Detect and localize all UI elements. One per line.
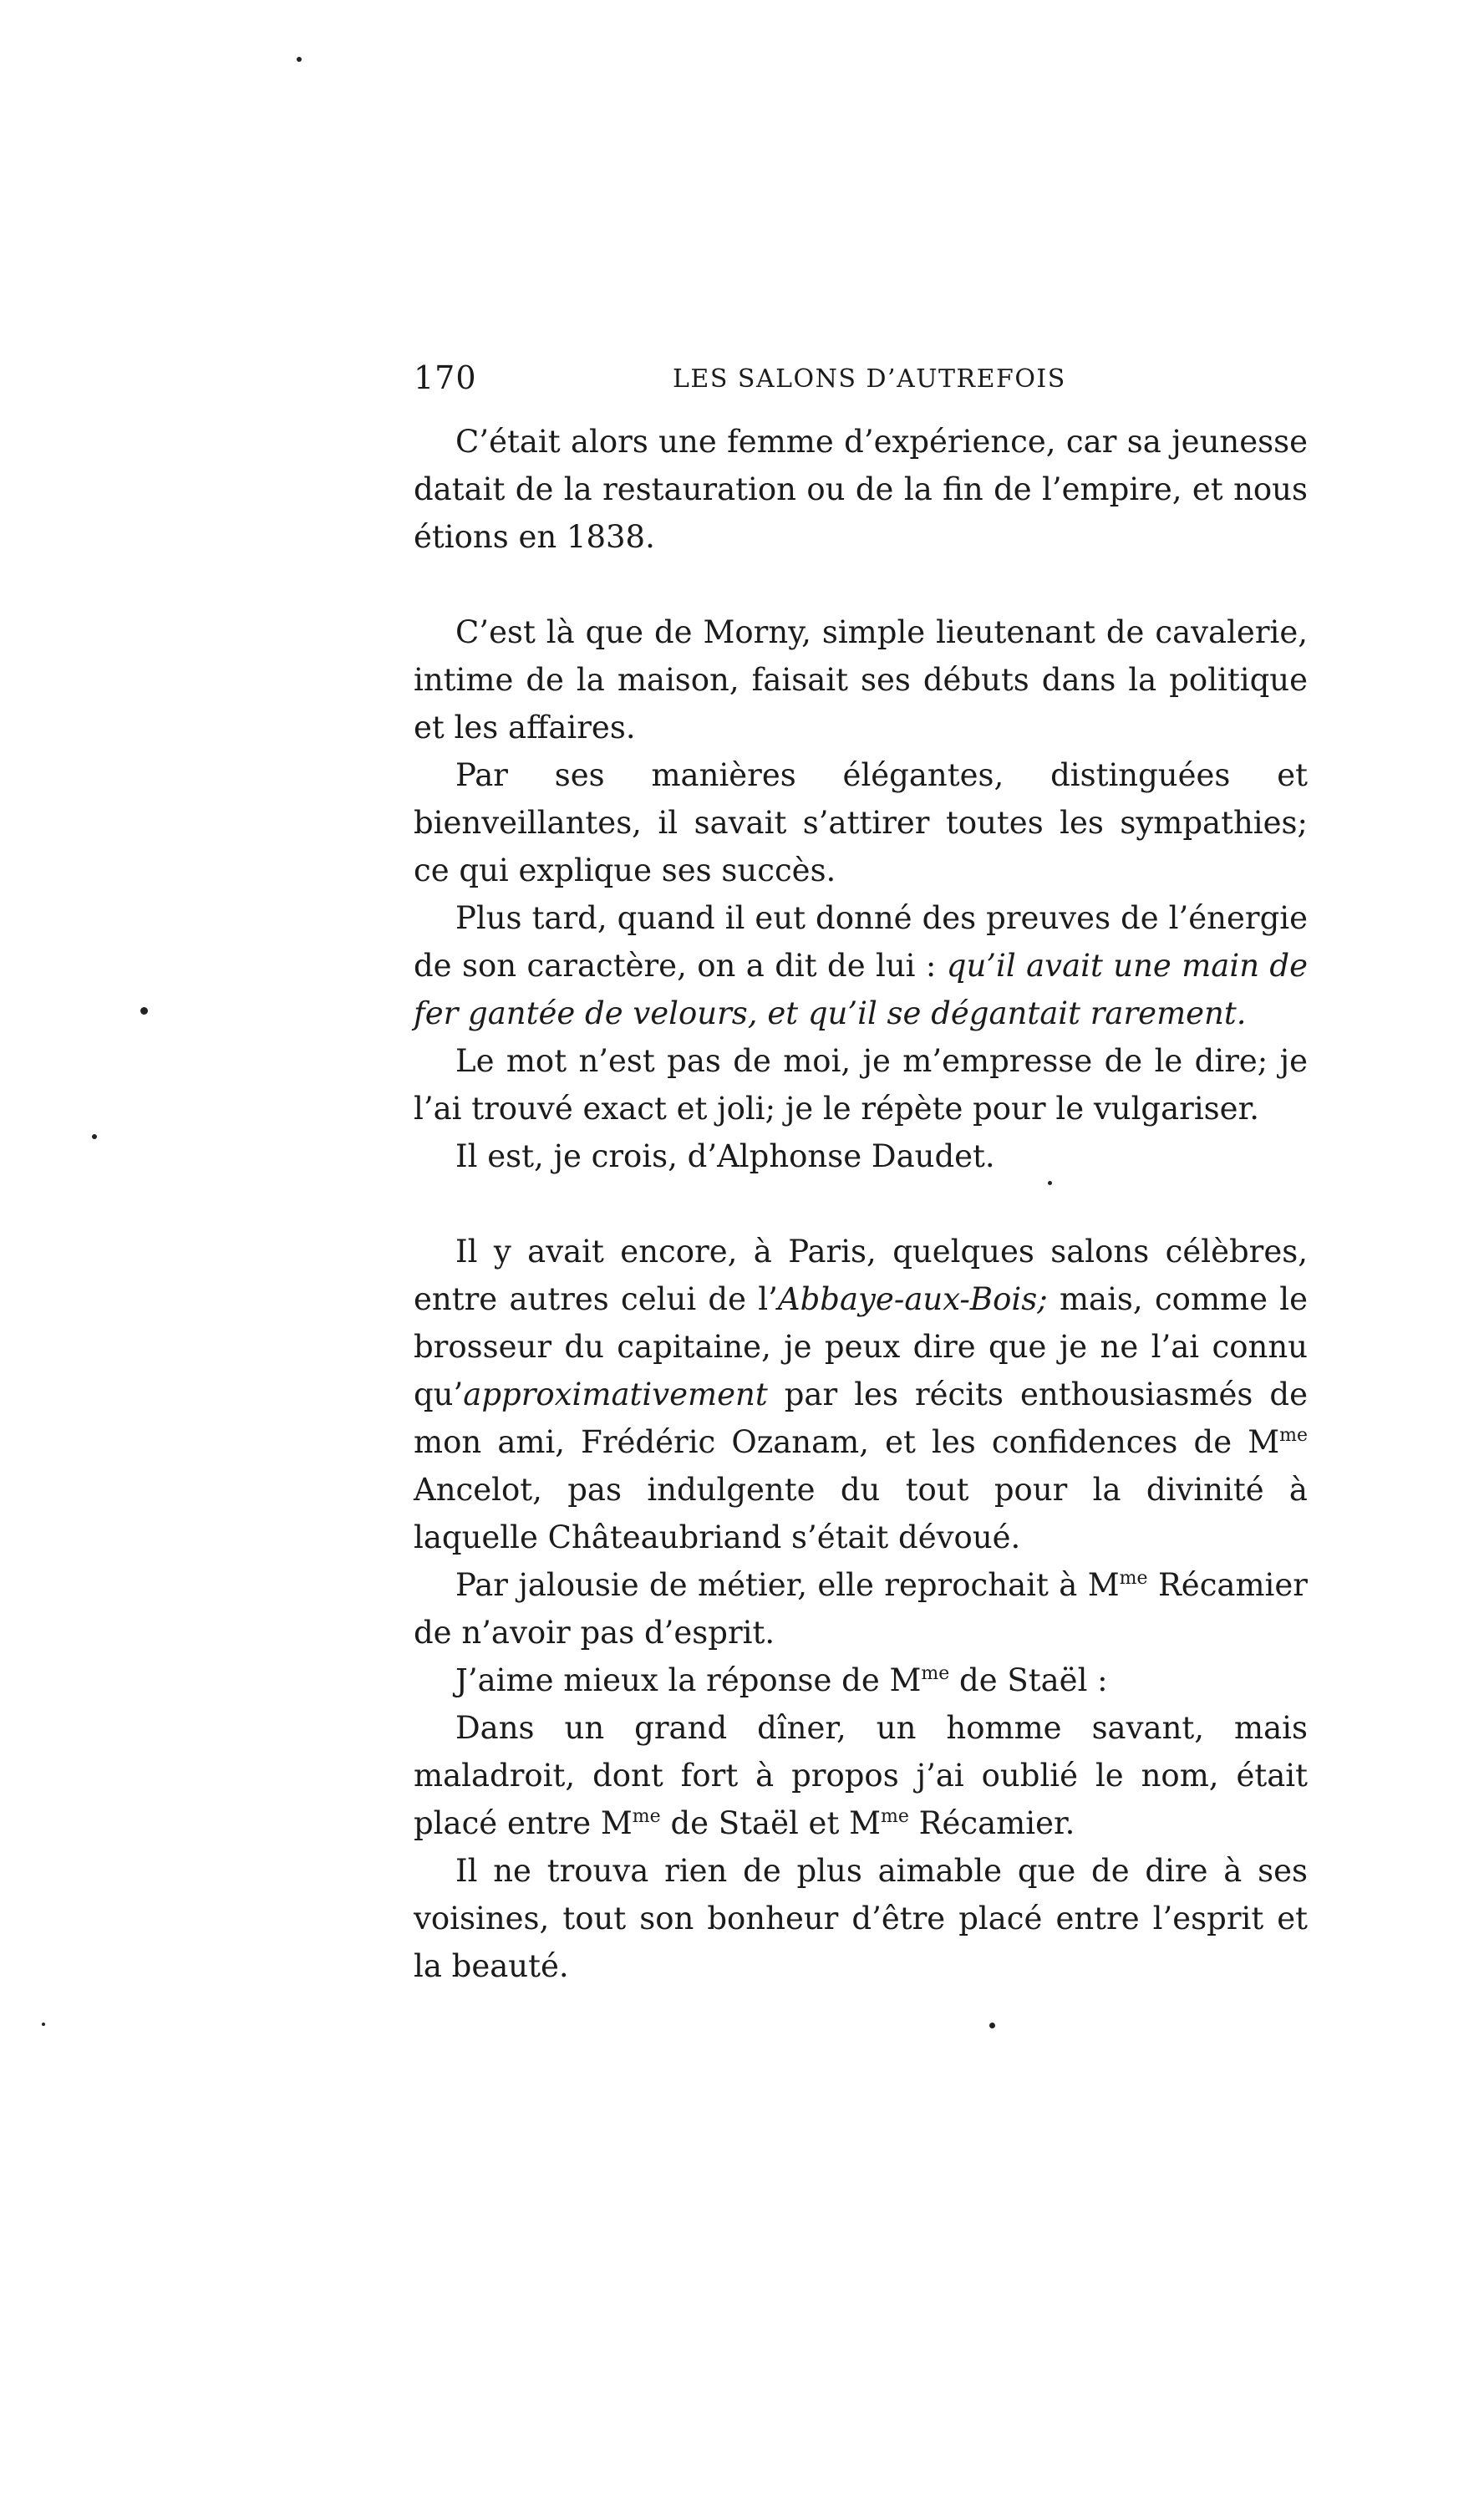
page-number: 170 <box>414 359 477 396</box>
scan-speck <box>1048 1181 1052 1185</box>
italic-word: approximativement <box>463 1377 768 1412</box>
scan-speck <box>297 57 302 62</box>
paragraph: Il ne trouva rien de plus aimable que de dire à ses voisines, tout son bonheur d’être placé entre l’esprit et la beauté. <box>414 1853 1308 1984</box>
paragraph: Dans un grand dîner, un homme savant, mais maladroit, dont fort à propos j’ai oublié le nom, était placé entre $M^{me}$ de Staël et $M^{me}$ Récamier. <box>414 1710 1308 1841</box>
page-header <box>414 359 1074 410</box>
scan-speck <box>42 2023 45 2026</box>
running-title: LES SALONS D’AUTREFOIS <box>673 364 1066 394</box>
scan-speck <box>140 1007 148 1015</box>
paragraph: C’était alors une femme d’expérience, car sa jeunesse datait de la restauration ou de la fin de l’empire, et nous étions en 1838. <box>414 424 1308 555</box>
body-text <box>414 418 1308 1990</box>
paragraph: Par jalousie de métier, elle reprochait à $M^{me}$ Récamier de n’avoir pas d’esprit. <box>414 1567 1308 1651</box>
scan-speck <box>92 1134 97 1139</box>
paragraph: Par ses manières élégantes, distinguées et bienveillantes, il savait s’attirer toutes les sympathies; ce qui explique ses succès. <box>414 757 1308 888</box>
italic-place-name: Abbaye-aux-Bois; <box>777 1281 1048 1317</box>
paragraph: C’est là que de Morny, simple lieutenant de cavalerie, intime de la maison, faisait ses débuts dans la politique et les affaires. <box>414 614 1308 746</box>
paragraph: Plus tard, quand il eut donné des preuves de l’énergie de son caractère, on a dit de lui : qu’il avait une main de fer gantée de velours, et qu’il se dégantait rarement. <box>414 900 1309 1031</box>
paragraph: J’aime mieux la réponse de $M^{me}$ de Staël : <box>455 1662 1108 1698</box>
scan-speck <box>989 2023 995 2028</box>
paragraph: Le mot n’est pas de moi, je m’empresse de le dire; je l’ai trouvé exact et joli; je le répète pour le vulgariser. <box>414 1043 1308 1127</box>
paragraph: Il y avait encore, à Paris, quelques salons célèbres, entre autres celui de l’Abbaye-aux-Bois; mais, comme le brosseur du capitaine, je peux dire que je ne l’ai connu qu’approximativement par les récits enthousiasmés de mon ami, Frédéric Ozanam, et les confidences de $M^{me}$ Ancelot, pas indulgente du tout pour la divinité à laquelle Châteaubriand s’était dévoué. <box>414 1234 1309 1555</box>
paragraph: Il est, je crois, d’Alphonse Daudet. <box>455 1138 995 1174</box>
italic-quote: qu’il avait une main de fer gantée de velours, et qu’il se dégantait rarement. <box>414 948 1309 1031</box>
